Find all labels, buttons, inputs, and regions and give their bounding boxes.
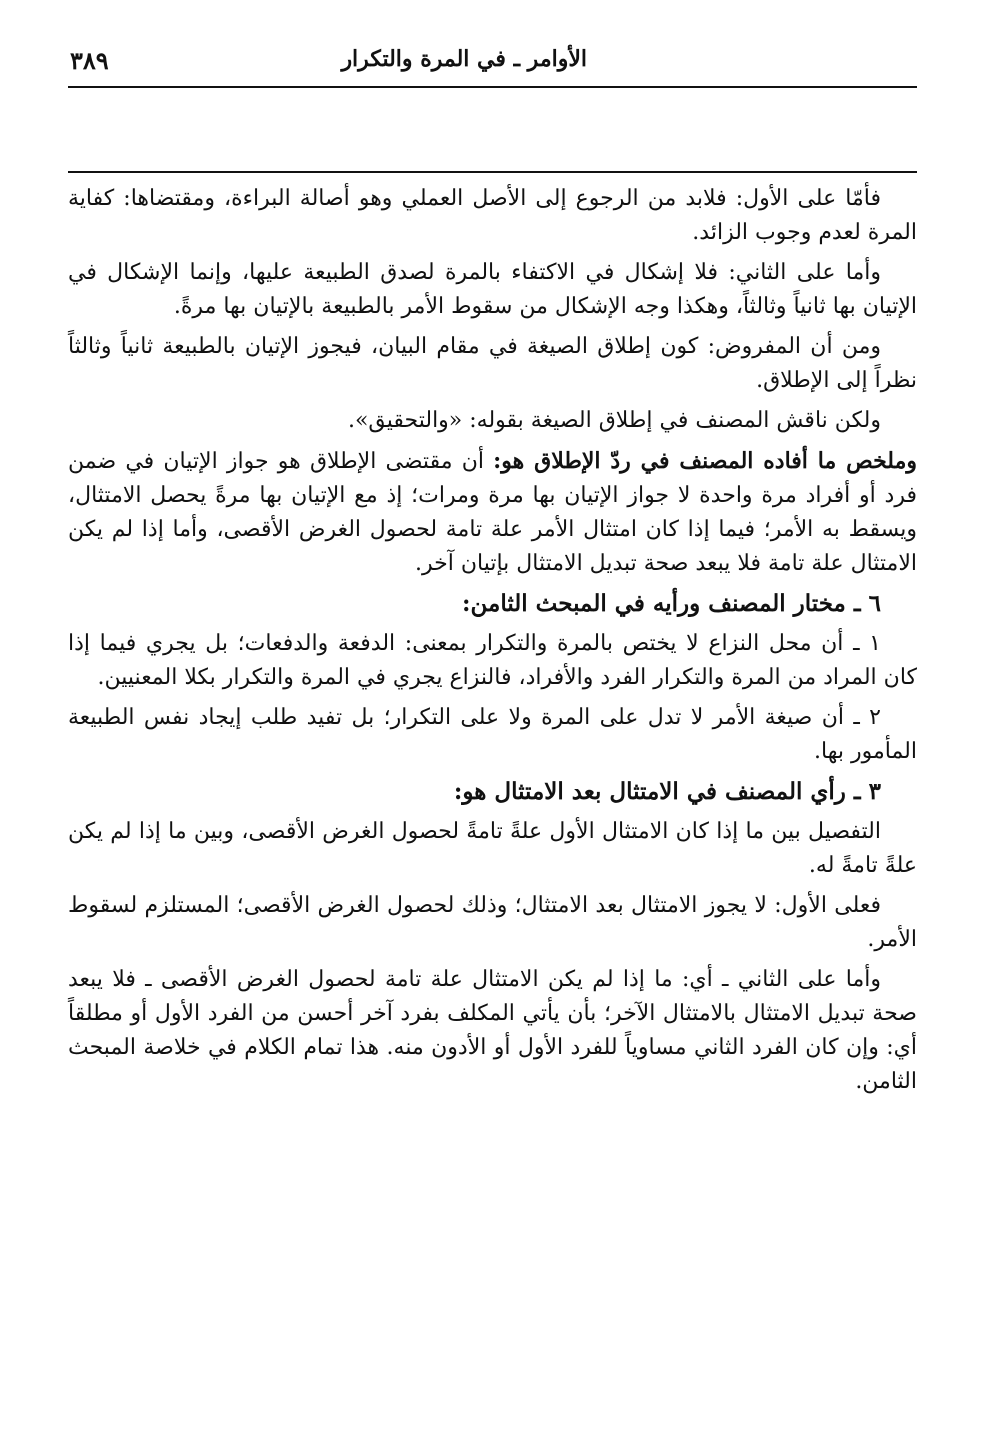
paragraph-first-option: فعلى الأول: لا يجوز الامتثال بعد الامتثال؛ وذلك لحصول الغرض الأقصى؛ المستلزم لسقوط الأمر. [68, 893, 917, 952]
section-rule [68, 171, 917, 173]
page-number: ٣٨٩ [70, 46, 109, 75]
summary-text: أن مقتضى الإطلاق هو جواز الإتيان في ضمن فرد أو أفراد مرة واحدة لا جواز الإتيان بها مرة ومرات؛ إذ مع الإتيان بها مرةً يحصل الامتثال، ويسقط به الأمر؛ فيما إذا كان امتثال الأمر علة تامة لحصول الغرض الأقصى، وأما إذا لم يكن الامتثال علة تامة فلا يبعد صحة تبديل الامتثال بإتيان آخر. [68, 449, 917, 576]
paragraph-assumption: ومن أن المفروض: كون إطلاق الصيغة في مقام البيان، فيجوز الإتيان بالطبيعة ثانياً وثالثاً نظراً إلى الإطلاق. [68, 334, 917, 393]
paragraph-second-option: وأما على الثاني ـ أي: ما إذا لم يكن الامتثال علة تامة لحصول الغرض الأقصى ـ فلا يبعد صحة تبديل الامتثال بالامتثال الآخر؛ بأن يأتي المكلف بفرد آخر أحسن من الفرد الأول أو مطلقاً أي: وإن كان الفرد الثاني مساوياً للفرد الأول أو الأدون منه. هذا تمام الكلام في خلاصة المبحث الثامن. [68, 967, 917, 1094]
page-header [70, 38, 917, 84]
running-title: الأوامر ـ في المرة والتكرار [341, 46, 587, 72]
paragraph-detail: التفصيل بين ما إذا كان الامتثال الأول علةً تامةً لحصول الغرض الأقصى، وبين ما إذا لم يكن علةً تامةً له. [68, 819, 917, 878]
paragraph-point-1: ١ ـ أن محل النزاع لا يختص بالمرة والتكرار بمعنى: الدفعة والدفعات؛ بل يجري فيما إذا كان المراد من المرة والتكرار الفرد والأفراد، فالنزاع يجري في المرة والتكرار بكلا المعنيين. [68, 631, 917, 690]
body-text [68, 182, 917, 1105]
paragraph-point-2: ٢ ـ أن صيغة الأمر لا تدل على المرة ولا على التكرار؛ بل تفيد طلب إيجاد نفس الطبيعة المأمور بها. [68, 705, 917, 764]
subheading-point-3: ٣ ـ رأي المصنف في الامتثال بعد الامتثال هو: [453, 778, 881, 805]
paragraph-first-case: فأمّا على الأول: فلابد من الرجوع إلى الأصل العملي وهو أصالة البراءة، ومقتضاها: كفاية المرة لعدم وجوب الزائد. [68, 186, 917, 245]
paragraph-author-objection: ولكن ناقش المصنف في إطلاق الصيغة بقوله: «والتحقيق». [347, 408, 881, 433]
section-heading-6: ٦ ـ مختار المصنف ورأيه في المبحث الثامن: [462, 590, 881, 617]
header-rule [68, 86, 917, 88]
summary-lead: وملخص ما أفاده المصنف في ردّ الإطلاق هو: [493, 448, 917, 474]
paragraph-summary [68, 444, 917, 581]
paragraph-second-case: وأما على الثاني: فلا إشكال في الاكتفاء بالمرة لصدق الطبيعة عليها، وإنما الإشكال في الإتيان بها ثانياً وثالثاً، وهكذا وجه الإشكال من سقوط الأمر بالطبيعة بالإتيان بها مرةً. [68, 260, 917, 319]
